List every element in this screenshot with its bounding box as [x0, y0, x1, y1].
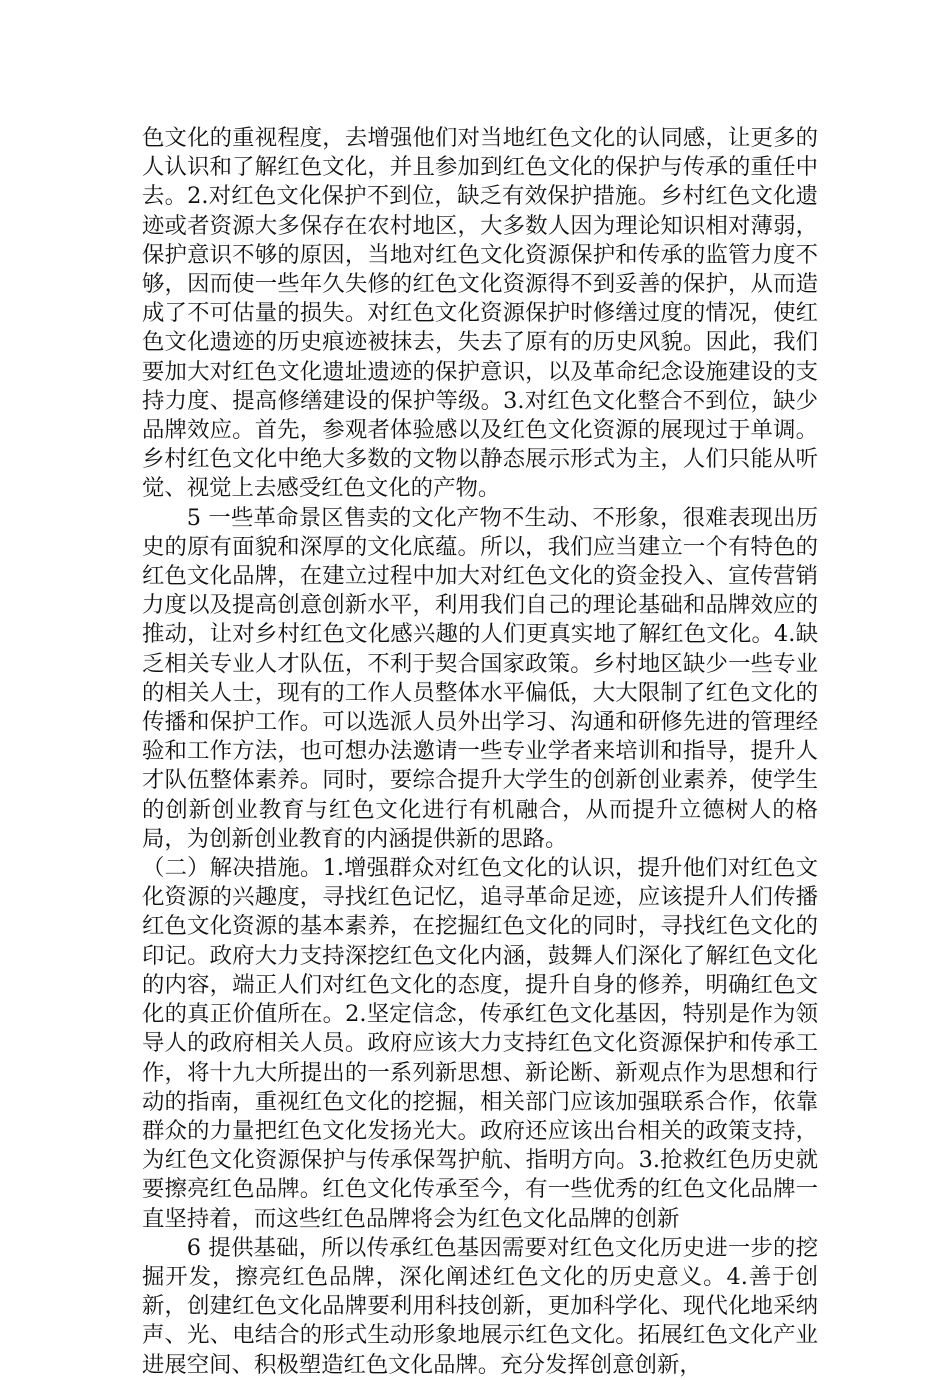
paragraph-1: 色文化的重视程度，去增强他们对当地红色文化的认同感，让更多的人认识和了解红色文化，并且参加到红色文化的保护与传承的重任中去。2.对红色文化保护不到位，缺乏有效保护措施。乡村红色文化遗迹或者资源大多保存在农村地区，大多数人因为理论知识相对薄弱，保护意识不够的原因，当地对红色文化资源保护和传承的监管力度不够，因而使一些年久失修的红色文化资源得不到妥善的保护，从而造成了不可估量的损失。对红色文化资源保护时修缮过度的情况，使红色文化遗迹的历史痕迹被抹去，失去了原有的历史风貌。因此，我们要加大对红色文化遗址遗迹的保护意识，以及革命纪念设施建设的支持力度、提高修缮建设的保护等级。3.对红色文化整合不到位，缺少品牌效应。首先，参观者体验感以及红色文化资源的展现过于单调。乡村红色文化中绝大多数的文物以静态展示形式为主，人们只能从听觉、视觉上去感受红色文化的产物。 — [142, 125, 818, 502]
paragraph-4: 6 提供基础，所以传承红色基因需要对红色文化历史进一步的挖掘开发，擦亮红色品牌，深化阐述红色文化的历史意义。4.善于创新，创建红色文化品牌要利用科技创新，更加科学化、现代化地采纳声、光、电结合的形式生动形象地展示红色文化。拓展红色文化产业进展空间、积极塑造红色文化品牌。充分发挥创意创新， — [142, 1234, 818, 1378]
paragraph-2: 5 一些革命景区售卖的文化产物不生动、不形象，很难表现出历史的原有面貌和深厚的文化底蕴。所以，我们应当建立一个有特色的红色文化品牌，在建立过程中加大对红色文化的资金投入、宣传营销力度以及提高创意创新水平，利用我们自己的理论基础和品牌效应的推动，让对乡村红色文化感兴趣的人们更真实地了解红色文化。4.缺乏相关专业人才队伍，不利于契合国家政策。乡村地区缺少一些专业的相关人士，现有的工作人员整体水平偏低，大大限制了红色文化的传播和保护工作。可以选派人员外出学习、沟通和研修先进的管理经验和工作方法，也可想办法邀请一些专业学者来培训和指导，提升人才队伍整体素养。同时，要综合提升大学生的创新创业素养，使学生的创新创业教育与红色文化进行有机融合，从而提升立德树人的格局，为创新创业教育的内涵提供新的思路。 — [142, 504, 818, 852]
body-text — [142, 124, 818, 1380]
paragraph-3: （二）解决措施。1.增强群众对红色文化的认识，提升他们对红色文化资源的兴趣度，寻找红色记忆，追寻革命足迹，应该提升人们传播红色文化资源的基本素养，在挖掘红色文化的同时，寻找红色文化的印记。政府大力支持深挖红色文化内涵，鼓舞人们深化了解红色文化的内容，端正人们对红色文化的态度，提升自身的修养，明确红色文化的真正价值所在。2.坚定信念，传承红色文化基因，特别是作为领导人的政府相关人员。政府应该大力支持红色文化资源保护和传承工作，将十九大所提出的一系列新思想、新论断、新观点作为思想和行动的指南，重视红色文化的挖掘，相关部门应该加强联系合作，依靠群众的力量把红色文化发扬光大。政府还应该出台相关的政策支持，为红色文化资源保护与传承保驾护航、指明方向。3.抢救红色历史就要擦亮红色品牌。红色文化传承至今，有一些优秀的红色文化品牌一直坚持着，而这些红色品牌将会为红色文化品牌的创新 — [142, 855, 818, 1232]
